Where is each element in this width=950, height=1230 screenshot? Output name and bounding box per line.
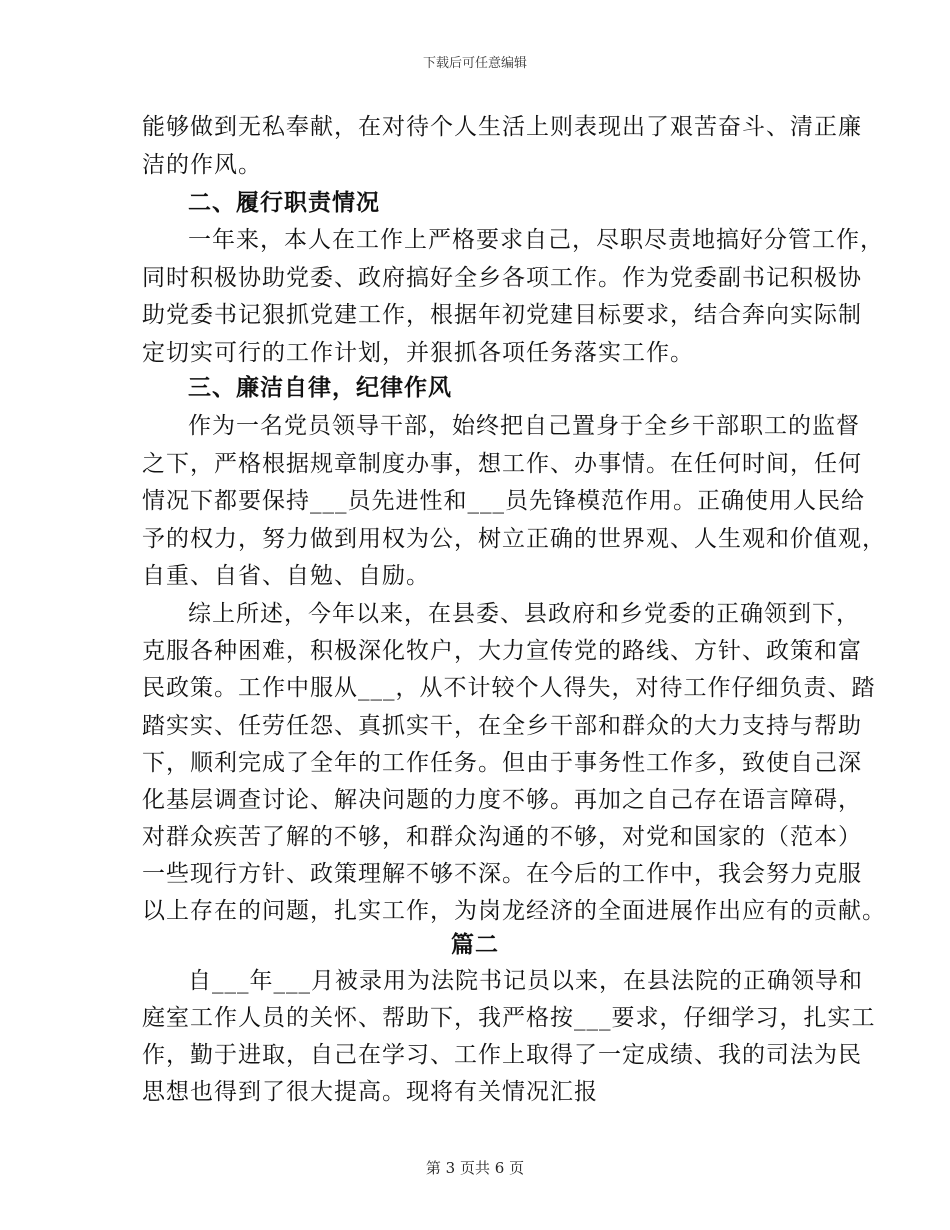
body-line: 以上存在的问题，扎实工作，为岗龙经济的全面进展作出应有的贡献。	[142, 898, 886, 924]
body-line: 能够做到无私奉献，在对待个人生活上则表现出了艰苦奋斗、清正廉	[142, 114, 862, 140]
section-title: 篇二	[451, 931, 499, 958]
page-footer: 第 3 页共 6 页	[425, 1159, 525, 1177]
body-line: 情况下都要保持___员先进性和___员先锋模范作用。正确使用人民给	[142, 488, 865, 514]
body-line: 自重、自省、自勉、自励。	[142, 563, 430, 589]
body-line: 作为一名党员领导干部，始终把自己置身于全乡干部职工的监督	[188, 413, 860, 439]
body-line: 化基层调查讨论、解决问题的力度不够。再加之自己存在语言障碍，	[142, 787, 862, 813]
body-line: 民政策。工作中服从___，从不计较个人得失，对待工作仔细负责、踏	[142, 675, 876, 701]
page-header: 下载后可任意编辑	[422, 56, 527, 71]
body-line: 一年来，本人在工作上严格要求自己，尽职尽责地搞好分管工作，	[188, 227, 884, 253]
body-line: 一些现行方针、政策理解不够不深。在今后的工作中，我会努力克服	[142, 861, 862, 887]
body-line: 综上所述，今年以来，在县委、县政府和乡党委的正确领到下，	[188, 601, 860, 627]
body-line: 助党委书记狠抓党建工作，根据年初党建目标要求，结合奔向实际制	[142, 302, 862, 328]
body-line: 定切实可行的工作计划，并狠抓各项任务落实工作。	[142, 340, 694, 366]
body-line: 自___年___月被录用为法院书记员以来，在县法院的正确领导和	[188, 968, 863, 994]
body-line: 予的权力，努力做到用权为公，树立正确的世界观、人生观和价值观，	[142, 526, 886, 552]
body-line: 踏实实、任劳任怨、真抓实干，在全乡干部和群众的大力支持与帮助	[142, 713, 862, 739]
body-line: 下，顺利完成了全年的工作任务。但由于事务性工作多，致使自己深	[142, 750, 862, 776]
body-line: 洁的作风。	[142, 152, 262, 178]
body-line: 对群众疾苦了解的不够，和群众沟通的不够，对党和国家的（范本）	[142, 824, 862, 850]
body-line: 庭室工作人员的关怀、帮助下，我严格按___要求，仔细学习，扎实工	[142, 1005, 876, 1031]
section-heading: 二、履行职责情况	[188, 189, 380, 216]
body-line: 之下，严格根据规章制度办事，想工作、办事情。在任何时间，任何	[142, 451, 862, 477]
body-line: 作，勤于进取，自己在学习、工作上取得了一定成绩、我的司法为民	[142, 1042, 862, 1068]
section-heading: 三、廉洁自律，纪律作风	[188, 374, 452, 401]
body-line: 同时积极协助党委、政府搞好全乡各项工作。作为党委副书记积极协	[142, 265, 862, 291]
body-line: 克服各种困难，积极深化牧户，大力宣传党的路线、方针、政策和富	[142, 638, 862, 664]
body-line: 思想也得到了很大提高。现将有关情况汇报	[142, 1079, 598, 1105]
